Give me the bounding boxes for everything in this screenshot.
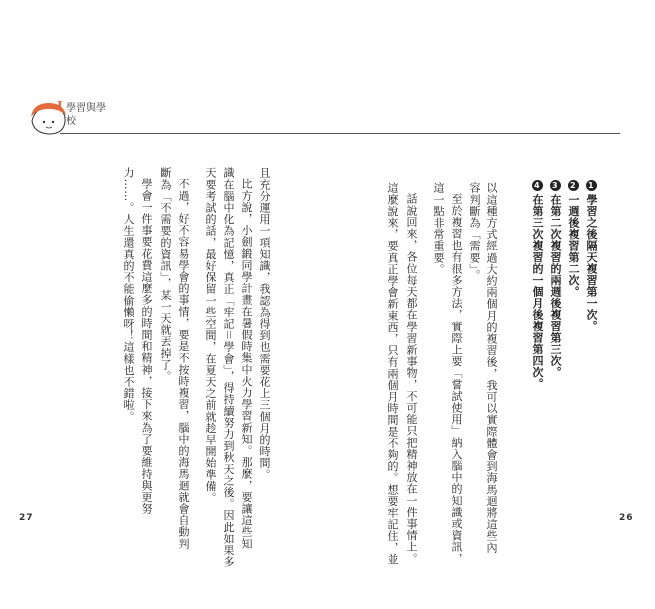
text-column: 天要考試的話，最好保留一些空間，在夏天之前就趁早開始準備。 — [204, 167, 217, 504]
list-number-badge: 1 — [586, 180, 597, 191]
text-column: 這一點非常重要。 — [432, 182, 445, 275]
text-column: 至於複習也有很多方法，實際上要「嘗試使用」納入腦中的知識或資訊， — [450, 193, 463, 565]
header-divider — [60, 133, 620, 134]
list-item — [529, 180, 545, 390]
list-item-text: 在第三次複習的一個月後複習第四次。 — [531, 194, 544, 390]
page-number-left: 27 — [19, 513, 34, 523]
text-column: 容判斷為「需要」。 — [468, 182, 481, 281]
text-column: 識在腦中化為記憶，真正「牢記＝學會」，得持續努力到秋天之後。因此如果多 — [222, 167, 235, 568]
page-number-right: 26 — [619, 513, 634, 523]
text-column: 學會一件事要花費這麼多的時間和精神，接下來為了要維持與更努 — [140, 178, 153, 515]
list-item — [583, 180, 599, 332]
list-item — [547, 180, 563, 378]
list-item-text: 學習之後隔天複習第一次。 — [585, 194, 598, 332]
text-column: 且充分運用一項知識，我認為得到也需要花上三個月的時間。 — [258, 167, 271, 481]
list-number-badge: 2 — [568, 180, 579, 191]
chapter-mark: I — [57, 99, 63, 113]
list-number-badge: 3 — [550, 180, 561, 191]
text-column: 這麼說來，要真正學會新東西，只有兩個月時間是不夠的。想要牢記住，並 — [386, 182, 399, 565]
list-item-text: 一週後複習第二次。 — [567, 194, 580, 298]
text-column: 斷為「不需要的資訊」，某一天就丟掉了。 — [159, 167, 172, 382]
list-number-badge: 4 — [532, 180, 543, 191]
text-column: 話說回來，各位每天都在學習新事物，不可能只把精神放在一件事情上。 — [405, 193, 418, 565]
list-item-text: 在第二次複習的兩週後複習第三次。 — [549, 194, 562, 378]
chapter-title: 學習與學校 — [66, 103, 106, 127]
text-column: 力……。人生還真的不能偷懶呀！這樣也不錯啦。 — [122, 167, 135, 423]
text-column: 不過，好不容易學會的事情，要是不按時複習，腦中的海馬迴就會自動判 — [177, 178, 190, 550]
text-column: 以這種方式經過大約兩個月的複習後，我可以實際體會到海馬迴將這些內 — [485, 182, 498, 554]
text-column: 比方說，小劍鍛同學計畫在暑假時集中火力學習新知。那麼，要讓這些知 — [240, 178, 253, 550]
list-item — [565, 180, 581, 298]
